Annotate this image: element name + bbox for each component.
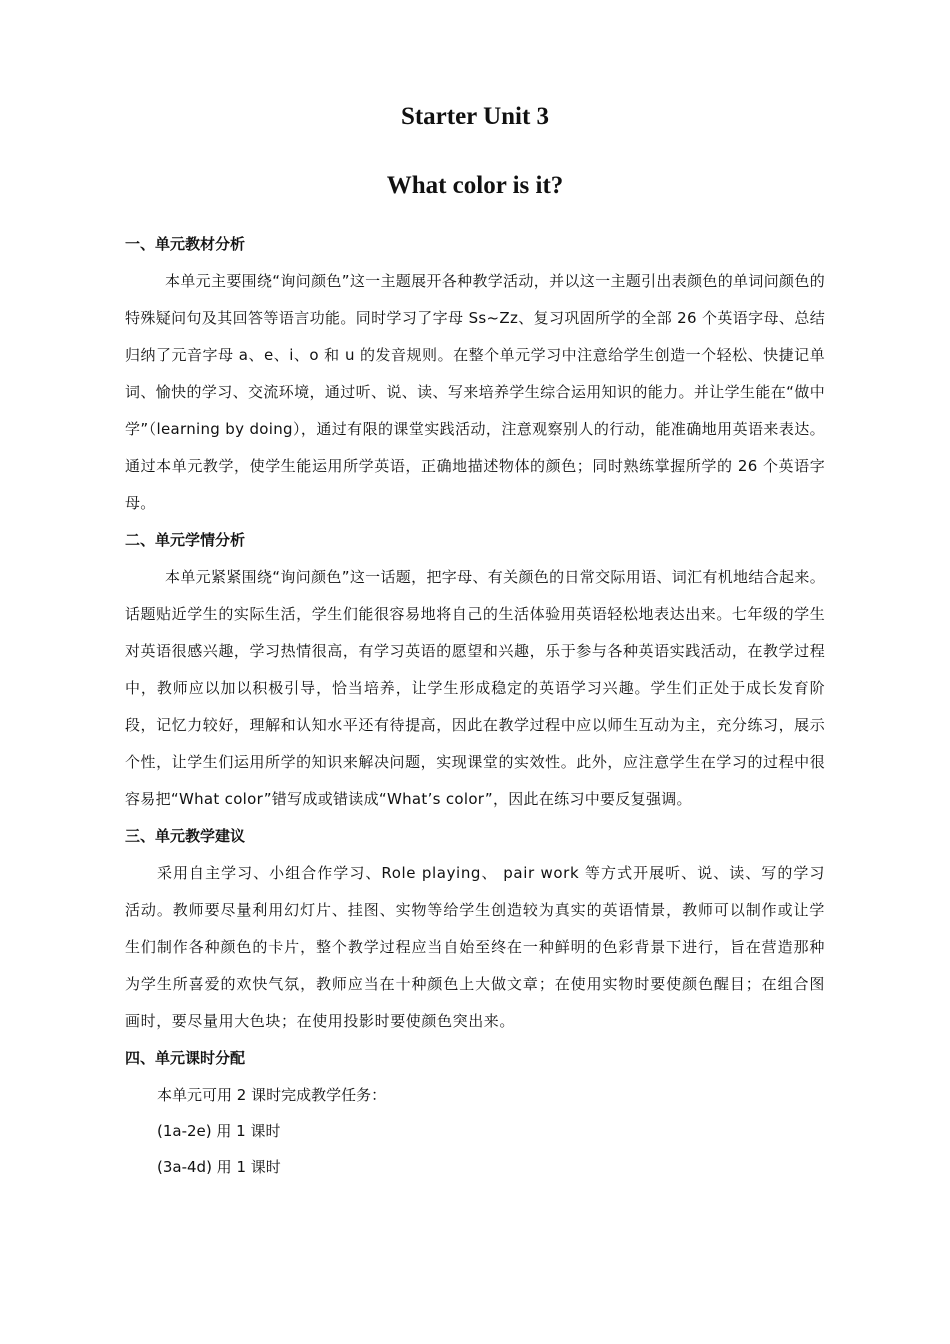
section-paragraph: 本单元紧紧围绕“询问颜色”这一话题，把字母、有关颜色的日常交际用语、词汇有机地结合起来。话题贴近学生的实际生活，学生们能很容易地将自己的生活体验用英语轻松地表达出来。七年级的学生对英语很感兴趣，学习热情很高，有学习英语的愿望和兴趣，乐于参与各种英语实践活动，在教学过程中，教师应以加以积极引导，恰当培养，让学生形成稳定的英语学习兴趣。学生们正处于成长发育阶段，记忆力较好，理解和认知水平还有待提高，因此在教学过程中应以师生互动为主，充分练习，展示个性，让学生们运用所学的知识来解决问题，实现课堂的实效性。此外，应注意学生在学习的过程中很容易把“What color”错写成或错读成“What’s color”，因此在练习中要反复强调。 — [125, 568, 825, 808]
section-paragraph: 本单元主要围绕“询问颜色”这一主题展开各种教学活动，并以这一主题引出表颜色的单词问颜色的特殊疑问句及其回答等语言功能。同时学习了字母 Ss~Zz、复习巩固所学的全部 26 个英语字母、总结归纳了元音字母 a、e、i、o 和 u 的发音规则。在整个单元学习中注意给学生创造一个轻松、快捷记单词、愉快的学习、交流环境，通过听、说、读、写来培养学生综合运用知识的能力。并让学生能在“做中学”（learning by doing），通过有限的课堂实践活动，注意观察别人的行动，能准确地用英语来表达。通过本单元教学，使学生能运用所学英语，正确地描述物体的颜色；同时熟练掌握所学的 26 个英语字母。 — [125, 272, 825, 512]
section-heading: 三、单元教学建议 — [125, 827, 246, 845]
section-heading: 四、单元课时分配 — [125, 1049, 246, 1067]
section-lesson-allocation — [125, 1040, 825, 1185]
document-subtitle: What color is it? — [386, 172, 564, 199]
allocation-line: 本单元可用 2 课时完成教学任务： — [157, 1086, 387, 1104]
document-body — [125, 226, 825, 1185]
document-title: Starter Unit 3 — [400, 103, 550, 130]
section-paragraph: 采用自主学习、小组合作学习、Role playing、 pair work 等方式开展听、说、读、写的学习活动。教师要尽量利用幻灯片、挂图、实物等给学生创造较为真实的英语情景，教师可以制作或让学生们制作各种颜色的卡片，整个教学过程应当自始至终在一种鲜明的色彩背景下进行，旨在营造那种为学生所喜爱的欢快气氛，教师应当在十种颜色上大做文章；在使用实物时要使颜色醒目；在组合图画时，要尽量用大色块；在使用投影时要使颜色突出来。 — [125, 864, 825, 1030]
section-heading: 一、单元教材分析 — [125, 235, 246, 253]
section-teaching-suggestions — [125, 818, 825, 1040]
allocation-line: (3a-4d) 用 1 课时 — [157, 1158, 281, 1176]
allocation-line: (1a-2e) 用 1 课时 — [157, 1122, 281, 1140]
section-learner-analysis — [125, 522, 825, 818]
section-heading: 二、单元学情分析 — [125, 531, 246, 549]
section-teaching-material-analysis — [125, 226, 825, 522]
